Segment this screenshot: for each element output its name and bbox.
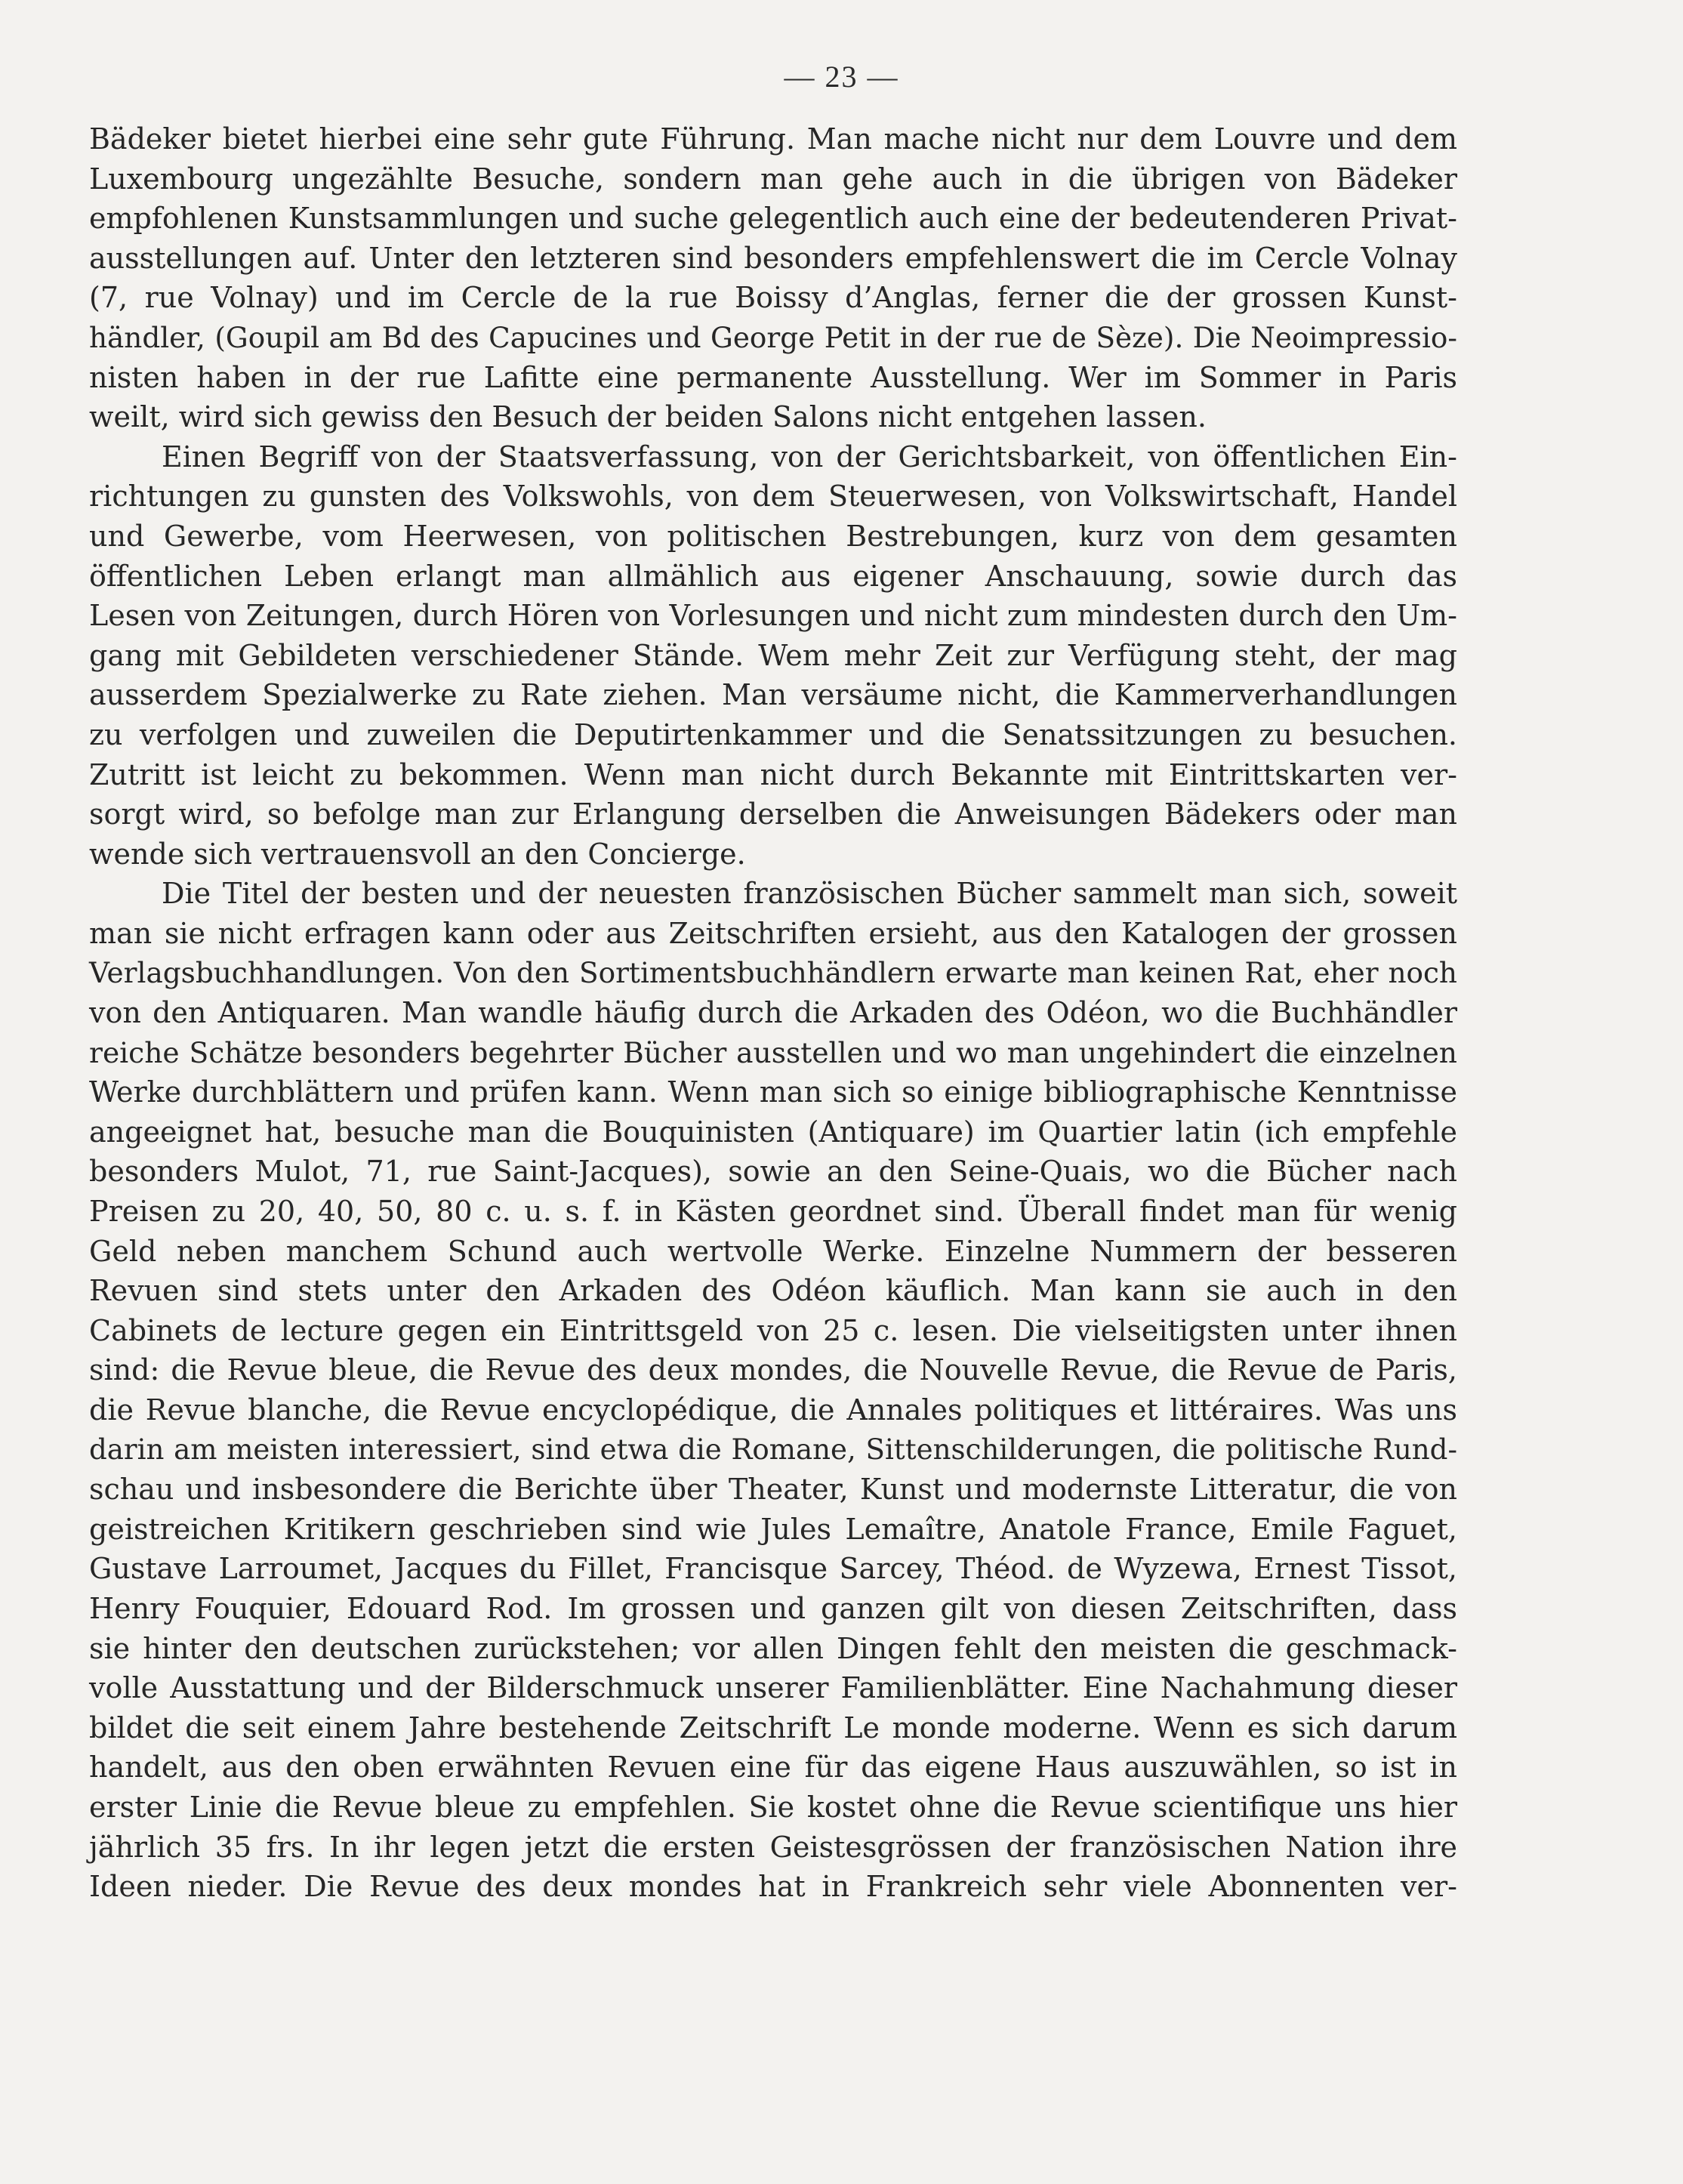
text-line: Henry Fouquier, Edouard Rod. Im grossen und ganzen gilt von diesen Zeitschriften, dass — [89, 1591, 1457, 1625]
text-line: Lesen von Zeitungen, durch Hören von Vorlesungen und nicht zum mindesten durch den Um- — [89, 599, 1457, 633]
text-line: sie hinter den deutschen zurückstehen; vor allen Dingen fehlt den meisten die geschmack- — [89, 1631, 1457, 1665]
page-number: — 23 — — [784, 60, 899, 94]
text-line: bildet die seit einem Jahre bestehende Zeitschrift Le monde moderne. Wenn es sich darum — [89, 1710, 1457, 1744]
text-line: Cabinets de lecture gegen ein Eintrittsgeld von 25 c. lesen. Die vielseitigsten unter ihnen — [89, 1313, 1457, 1347]
text-line: angeeignet hat, besuche man die Bouquinisten (Antiquare) im Quartier latin (ich empfehle — [89, 1115, 1457, 1149]
text-line: händler, (Goupil am Bd des Capucines und George Petit in der rue de Sèze). Die Neoimpressio- — [89, 320, 1457, 354]
text-line: sorgt wird, so befolge man zur Erlangung derselben die Anweisungen Bädekers oder man — [89, 797, 1457, 831]
text-line: nisten haben in der rue Lafitte eine permanente Ausstellung. Wer im Sommer in Paris — [89, 360, 1457, 394]
text-line: die Revue blanche, die Revue encyclopédique, die Annales politiques et littéraires. Was uns — [89, 1393, 1457, 1427]
text-line: Werke durchblättern und prüfen kann. Wenn man sich so einige bibliographische Kenntnisse — [89, 1075, 1457, 1109]
text-line: volle Ausstattung und der Bilderschmuck unserer Familienblätter. Eine Nachahmung dieser — [89, 1671, 1457, 1705]
text-line: Zutritt ist leicht zu bekommen. Wenn man nicht durch Bekannte mit Eintrittskarten ver- — [89, 757, 1457, 791]
text-line: darin am meisten interessiert, sind etwa die Romane, Sittenschilderungen, die politische Rund- — [89, 1433, 1457, 1466]
text-line: Verlagsbuchhandlungen. Von den Sortimentsbuchhändlern erwarte man keinen Rat, eher noch — [89, 956, 1457, 990]
text-line: von den Antiquaren. Man wandle häufig durch die Arkaden des Odéon, wo die Buchhändler — [89, 996, 1457, 1030]
text-line: jährlich 35 frs. In ihr legen jetzt die ersten Geistesgrössen der französischen Nation ihre — [89, 1830, 1457, 1864]
text-line: empfohlenen Kunstsammlungen und suche gelegentlich auch eine der bedeutenderen Privat- — [89, 202, 1457, 236]
text-line: erster Linie die Revue bleue zu empfehlen. Sie kostet ohne die Revue scientifique uns hier — [89, 1790, 1457, 1824]
text-line: Die Titel der besten und der neuesten französischen Bücher sammelt man sich, soweit — [162, 877, 1457, 911]
text-line: zu verfolgen und zuweilen die Deputirtenkammer und die Senatssitzungen zu besuchen. — [89, 717, 1457, 751]
text-line: ausstellungen auf. Unter den letzteren sind besonders empfehlenswert die im Cercle Volnay — [89, 241, 1457, 275]
text-line: Gustave Larroumet, Jacques du Fillet, Francisque Sarcey, Théod. de Wyzewa, Ernest Tissot, — [89, 1552, 1457, 1586]
text-line: wende sich vertrauensvoll an den Concierge. — [89, 837, 746, 871]
text-line: geistreichen Kritikern geschrieben sind wie Jules Lemaître, Anatole France, Emile Faguet, — [89, 1512, 1457, 1546]
text-line: Revuen sind stets unter den Arkaden des Odéon käuflich. Man kann sie auch in den — [89, 1274, 1457, 1308]
text-line: sind: die Revue bleue, die Revue des deux mondes, die Nouvelle Revue, die Revue de Paris, — [89, 1353, 1457, 1387]
text-line: und Gewerbe, vom Heerwesen, von politischen Bestrebungen, kurz von dem gesamten — [89, 519, 1457, 553]
text-line: weilt, wird sich gewiss den Besuch der beiden Salons nicht entgehen lassen. — [89, 400, 1207, 434]
body-text — [89, 119, 1457, 1907]
text-line: Bädeker bietet hierbei eine sehr gute Führung. Man mache nicht nur dem Louvre und dem — [89, 122, 1457, 156]
text-line: Einen Begriff von der Staatsverfassung, von der Gerichtsbarkeit, von öffentlichen Ein- — [162, 440, 1457, 474]
text-line: (7, rue Volnay) und im Cercle de la rue Boissy d’Anglas, ferner die der grossen Kunst- — [89, 281, 1457, 315]
text-line: handelt, aus den oben erwähnten Revuen eine für das eigene Haus auszuwählen, so ist in — [89, 1751, 1457, 1785]
text-line: Luxembourg ungezählte Besuche, sondern man gehe auch in die übrigen von Bädeker — [89, 162, 1457, 196]
text-line: ausserdem Spezialwerke zu Rate ziehen. Man versäume nicht, die Kammerverhandlungen — [89, 678, 1457, 712]
text-line: Geld neben manchem Schund auch wertvolle Werke. Einzelne Nummern der besseren — [89, 1234, 1457, 1268]
text-line: Ideen nieder. Die Revue des deux mondes hat in Frankreich sehr viele Abonnenten ver- — [89, 1870, 1457, 1904]
text-line: Preisen zu 20, 40, 50, 80 c. u. s. f. in Kästen geordnet sind. Überall findet man für wenig — [89, 1195, 1457, 1229]
text-line: gang mit Gebildeten verschiedener Stände. Wem mehr Zeit zur Verfügung steht, der mag — [89, 638, 1457, 672]
text-line: reiche Schätze besonders begehrter Bücher ausstellen und wo man ungehindert die einzelnen — [89, 1035, 1457, 1069]
text-line: besonders Mulot, 71, rue Saint-Jacques), sowie an den Seine-Quais, wo die Bücher nach — [89, 1155, 1457, 1189]
text-line: öffentlichen Leben erlangt man allmählich aus eigener Anschauung, sowie durch das — [89, 559, 1457, 593]
text-line: man sie nicht erfragen kann oder aus Zeitschriften ersieht, aus den Katalogen der grossen — [89, 916, 1457, 950]
text-line: richtungen zu gunsten des Volkswohls, von dem Steuerwesen, von Volkswirtschaft, Handel — [89, 480, 1457, 514]
text-line: schau und insbesondere die Berichte über Theater, Kunst und modernste Litteratur, die von — [89, 1473, 1457, 1507]
